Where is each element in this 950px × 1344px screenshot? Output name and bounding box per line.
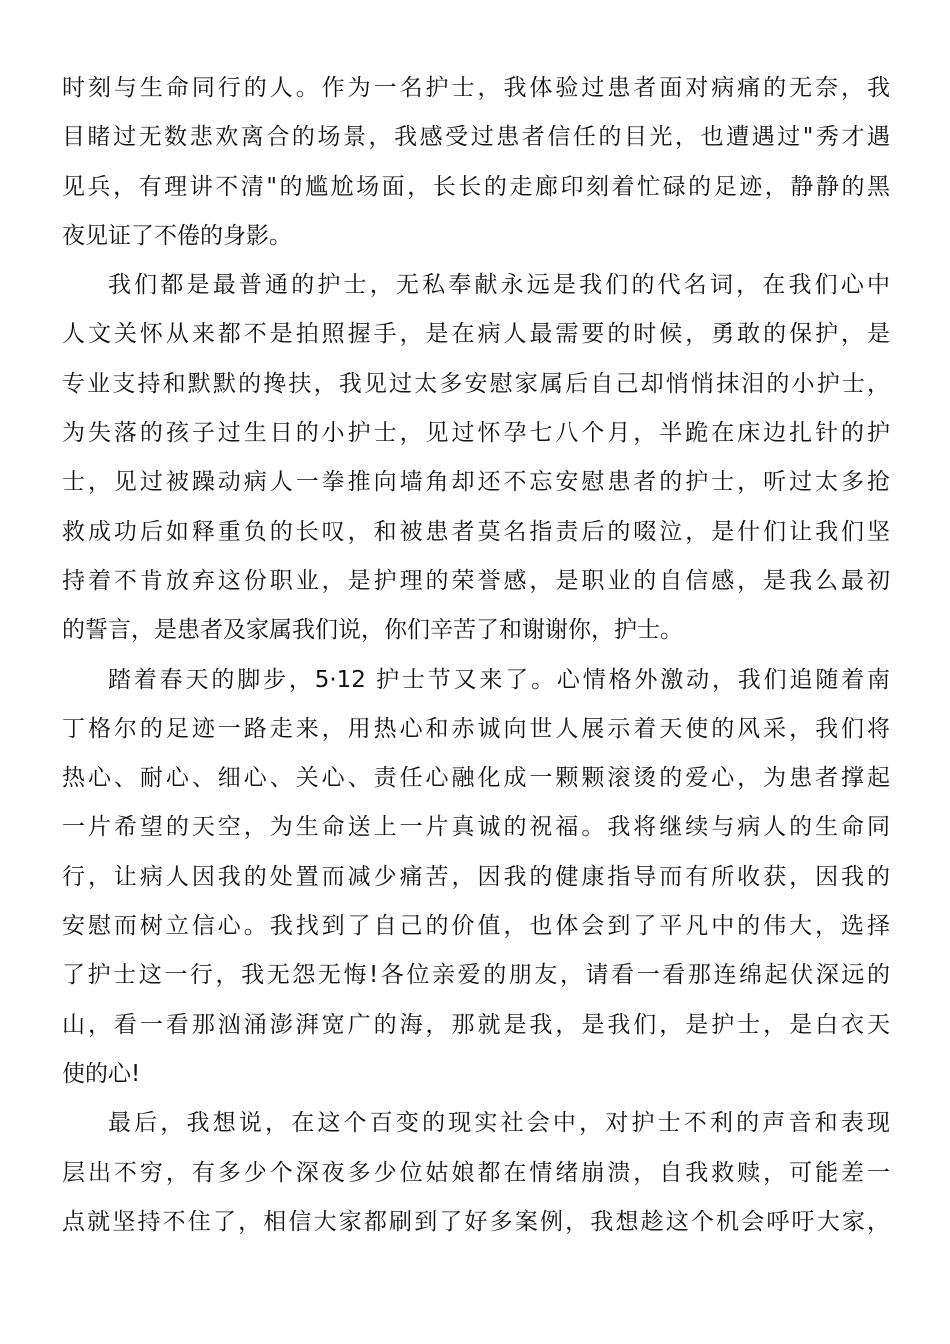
text-line: 目睹过无数悲欢离合的场景，我感受过患者信任的目光，也遭遇过"秀才遇 (62, 124, 890, 151)
text-line: 层出不穷，有多少个深夜多少位姑娘都在情绪崩溃，自我救赎，可能差一 (62, 1159, 890, 1186)
text-line: 持着不肯放弃这份职业，是护理的荣誉感，是职业的自信感，是我么最初 (62, 567, 890, 594)
document-body (62, 64, 890, 1247)
text-line: 时刻与生命同行的人。作为一名护士，我体验过患者面对病痛的无奈，我 (62, 75, 890, 101)
text-line: 行，让病人因我的处置而减少痛苦，因我的健康指导而有所收获，因我的 (62, 863, 890, 890)
paragraph-2 (62, 261, 890, 655)
text-line: 专业支持和默默的搀扶，我见过太多安慰家属后自己却悄悄抹泪的小护士， (62, 370, 890, 397)
text-line: 为失落的孩子过生日的小护士，见过怀孕七八个月，半跪在床边扎针的护 (62, 420, 890, 447)
text-line: 踏着春天的脚步，5·12 护士节又来了。心情格外激动，我们追随着南 (108, 666, 890, 693)
text-line: 了护士这一行，我无怨无悔!各位亲爱的朋友，请看一看那连绵起伏深远的 (62, 962, 890, 989)
paragraph-1 (62, 64, 890, 261)
text-line: 士，见过被躁动病人一拳推向墙角却还不忘安慰患者的护士，听过太多抢 (62, 469, 890, 496)
text-line: 丁格尔的足迹一路走来，用热心和赤诚向世人展示着天使的风采，我们将 (62, 715, 890, 742)
text-line: 山，看一看那汹涌澎湃宽广的海，那就是我，是我们，是护士，是白衣天 (62, 1011, 890, 1038)
text-line: 使的心! (62, 1060, 141, 1087)
text-line: 人文关怀从来都不是拍照握手，是在病人最需要的时候，勇敢的保护，是 (62, 321, 890, 348)
paragraph-4 (62, 1099, 890, 1247)
text-line: 夜见证了不倦的身影。 (62, 222, 292, 249)
paragraph-3 (62, 656, 890, 1100)
text-line: 救成功后如释重负的长叹，和被患者莫名指责后的啜泣，是什们让我们坚 (62, 518, 890, 545)
text-line: 点就坚持不住了，相信大家都刷到了好多案例，我想趁这个机会呼吁大家， (62, 1208, 890, 1235)
text-line: 热心、耐心、细心、关心、责任心融化成一颗颗滚烫的爱心，为患者撑起 (62, 765, 890, 792)
text-line: 见兵，有理讲不清"的尴尬场面，长长的走廊印刻着忙碌的足迹，静静的黑 (62, 173, 890, 200)
text-line: 最后，我想说，在这个百变的现实社会中，对护士不利的声音和表现 (108, 1110, 890, 1137)
text-line: 的誓言，是患者及家属我们说，你们辛苦了和谢谢你，护士。 (62, 617, 683, 644)
text-line: 一片希望的天空，为生命送上一片真诚的祝福。我将继续与病人的生命同 (62, 814, 890, 841)
text-line: 安慰而树立信心。我找到了自己的价值，也体会到了平凡中的伟大，选择 (62, 913, 890, 940)
text-line: 我们都是最普通的护士，无私奉献永远是我们的代名词，在我们心中 (108, 272, 890, 299)
